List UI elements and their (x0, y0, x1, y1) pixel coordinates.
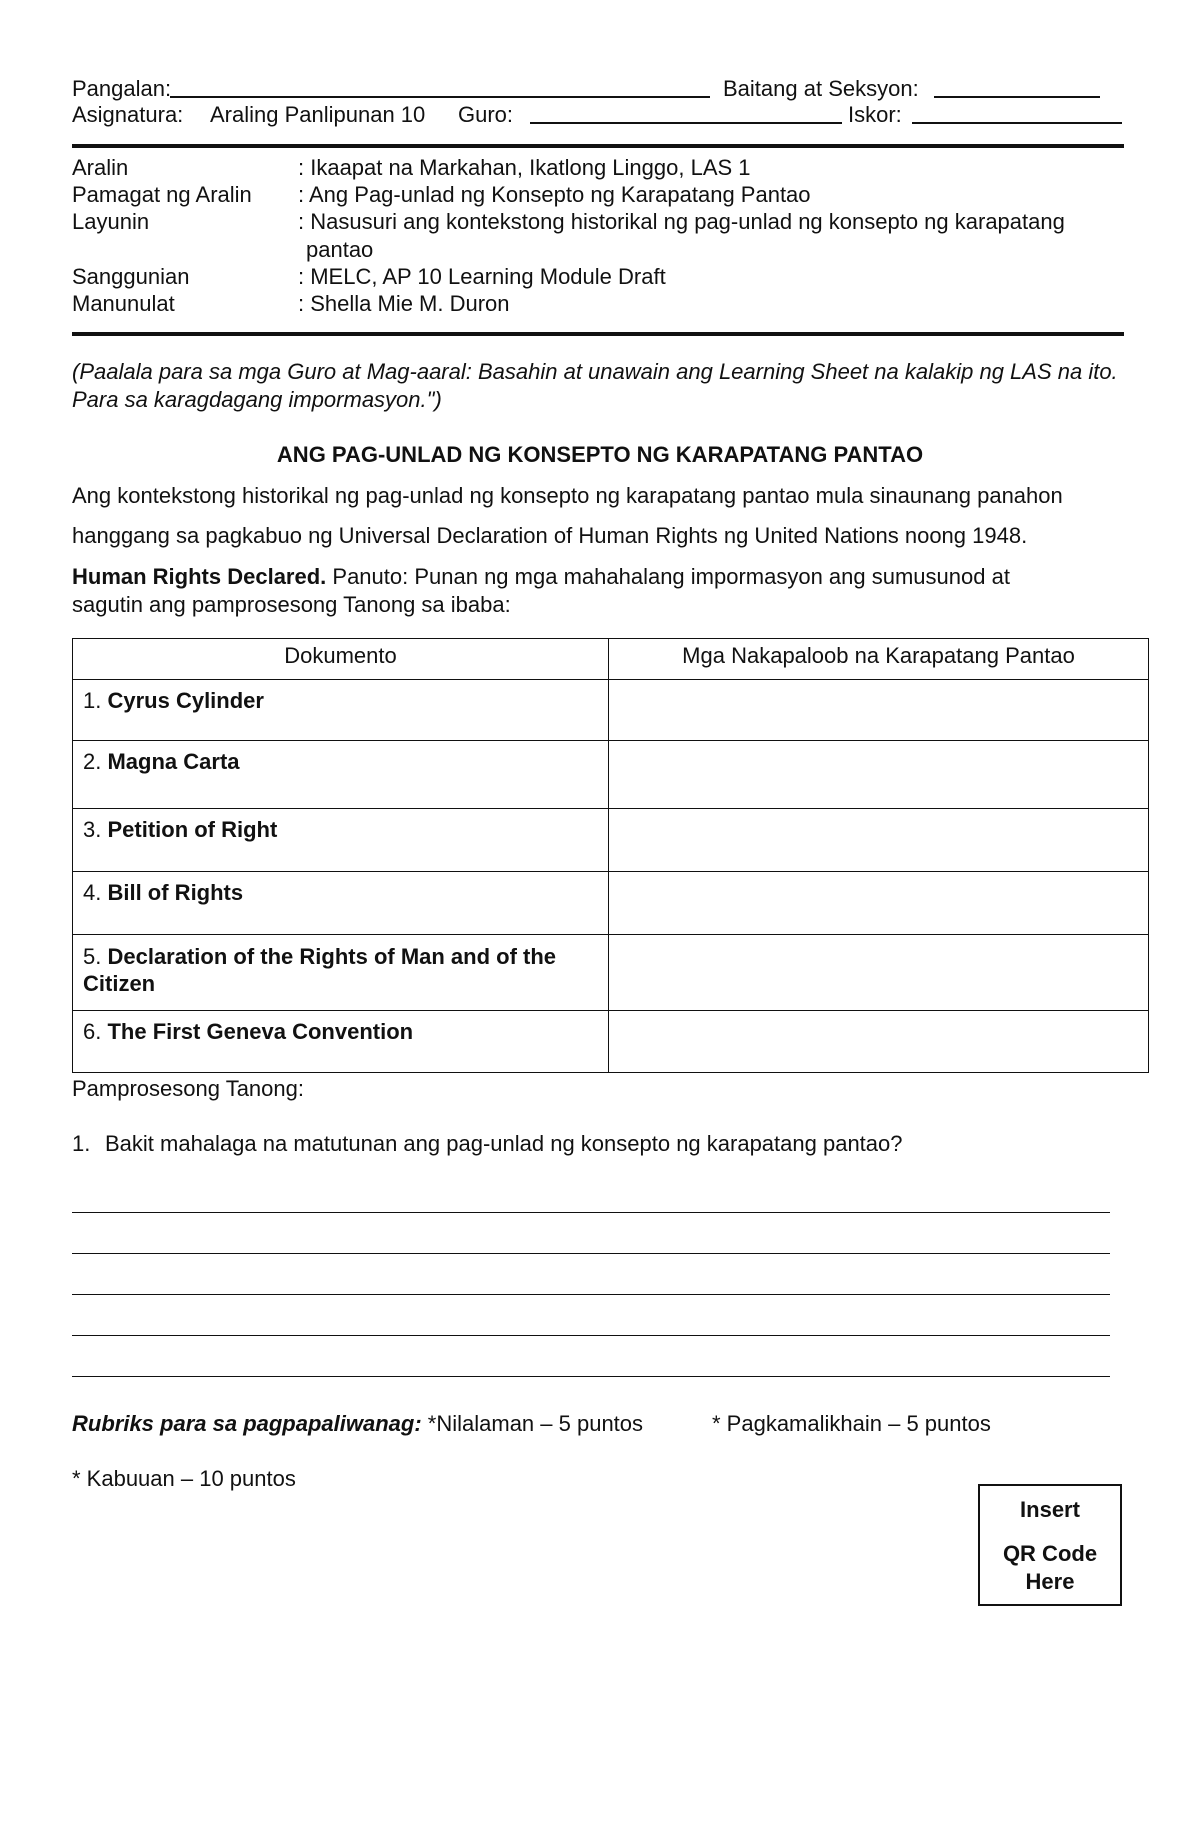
rubric-item-pagkamalikhain: * Pagkamalikhain – 5 puntos (712, 1411, 991, 1436)
document-cell (73, 741, 609, 809)
row-number: 4. (83, 880, 108, 905)
table-row (73, 680, 1149, 741)
document-name: Petition of Right (107, 817, 278, 842)
rubric-total: * Kabuuan – 10 puntos (72, 1466, 296, 1491)
info-layunin-continued: pantao (306, 237, 374, 262)
answer-cell[interactable] (609, 680, 1149, 741)
row-number: 2. (83, 749, 108, 774)
answer-cell[interactable] (609, 1011, 1149, 1073)
documents-table (72, 638, 1149, 1073)
table-row (73, 741, 1149, 809)
answer-cell[interactable] (609, 872, 1149, 935)
answer-line[interactable] (72, 1212, 1110, 1213)
row-number: 6. (83, 1019, 108, 1044)
header-karapatan: Mga Nakapaloob na Karapatang Pantao (609, 639, 1149, 680)
subject-value: Araling Panlipunan 10 (210, 102, 426, 127)
info-label: Layunin (72, 209, 150, 234)
document-cell (73, 872, 609, 935)
qr-code-placeholder (978, 1484, 1122, 1606)
teacher-label: Guro: (458, 102, 514, 127)
qr-line-1: Insert (1020, 1497, 1080, 1522)
table-header-row (73, 639, 1149, 680)
processing-label: Pamprosesong Tanong: (72, 1076, 304, 1101)
document-name: Declaration of the Rights of Man and of the Citizen (83, 944, 557, 996)
answer-line[interactable] (72, 1294, 1110, 1295)
table-row (73, 1011, 1149, 1073)
info-value: : MELC, AP 10 Learning Module Draft (298, 264, 666, 289)
table-row (73, 935, 1149, 1011)
info-value: : Shella Mie M. Duron (298, 291, 510, 316)
question-text: Bakit mahalaga na matutunan ang pag-unlad ng konsepto ng karapatang pantao? (105, 1131, 903, 1156)
info-label: Manunulat (72, 291, 175, 316)
name-field[interactable] (170, 96, 710, 98)
rubric-label: Rubriks para sa pagpapaliwanag: (72, 1411, 422, 1436)
name-label: Pangalan: (72, 76, 172, 101)
row-number: 1. (83, 688, 108, 713)
grade-section-field[interactable] (934, 96, 1100, 98)
score-field[interactable] (912, 122, 1122, 124)
info-value: : Nasusuri ang kontekstong historikal ng pag-unlad ng konsepto ng karapatang (298, 209, 1065, 234)
rubric-item-nilalaman: *Nilalaman – 5 puntos (421, 1411, 644, 1436)
teacher-field[interactable] (530, 122, 842, 124)
info-label: Sanggunian (72, 264, 190, 289)
subject-label: Asignatura: (72, 102, 184, 127)
activity-instructions-2: sagutin ang pamprosesong Tanong sa ibaba: (72, 592, 511, 617)
activity-instructions-text: Panuto: Punan ng mga mahahalang impormasyon ang sumusunod at (326, 564, 1010, 589)
document-cell (73, 809, 609, 872)
rubric-line (72, 1411, 643, 1437)
row-number: 5. (83, 944, 108, 969)
table-row (73, 872, 1149, 935)
document-name: Bill of Rights (107, 880, 244, 905)
document-name: The First Geneva Convention (107, 1019, 414, 1044)
header-dokumento: Dokumento (73, 639, 609, 680)
reminder-note: (Paalala para sa mga Guro at Mag-aaral: Basahin at unawain ang Learning Sheet na kalakip ng LAS na ito. Para sa karagdagang impormasyon.") (72, 359, 1118, 412)
answer-line[interactable] (72, 1376, 1110, 1377)
document-cell (73, 1011, 609, 1073)
info-value: : Ang Pag-unlad ng Konsepto ng Karapatang Pantao (298, 182, 811, 207)
intro-line-1: Ang kontekstong historikal ng pag-unlad ng konsepto ng karapatang pantao mula sinaunang panahon (72, 483, 1063, 508)
answer-cell[interactable] (609, 935, 1149, 1011)
qr-line-3: Here (1025, 1569, 1075, 1594)
row-number: 3. (83, 817, 108, 842)
answer-line[interactable] (72, 1253, 1110, 1254)
document-cell (73, 935, 609, 1011)
activity-name: Human Rights Declared. (72, 564, 327, 589)
score-label: Iskor: (848, 102, 902, 127)
document-name: Magna Carta (107, 749, 240, 774)
document-cell (73, 680, 609, 741)
info-divider (72, 332, 1124, 336)
header-divider (72, 144, 1124, 148)
grade-section-label: Baitang at Seksyon: (723, 76, 919, 101)
info-label: Aralin (72, 155, 129, 180)
info-value: : Ikaapat na Markahan, Ikatlong Linggo, LAS 1 (298, 155, 751, 180)
lesson-title: ANG PAG-UNLAD NG KONSEPTO NG KARAPATANG PANTAO (276, 442, 924, 467)
answer-line[interactable] (72, 1335, 1110, 1336)
answer-cell[interactable] (609, 741, 1149, 809)
document-name: Cyrus Cylinder (107, 688, 264, 713)
info-label: Pamagat ng Aralin (72, 182, 252, 207)
answer-cell[interactable] (609, 809, 1149, 872)
intro-line-2: hanggang sa pagkabuo ng Universal Declaration of Human Rights ng United Nations noong 1948. (72, 523, 1028, 548)
activity-instructions (72, 564, 1152, 590)
table-row (73, 809, 1149, 872)
question-number: 1. (72, 1131, 91, 1156)
qr-line-2: QR Code (1002, 1541, 1098, 1566)
